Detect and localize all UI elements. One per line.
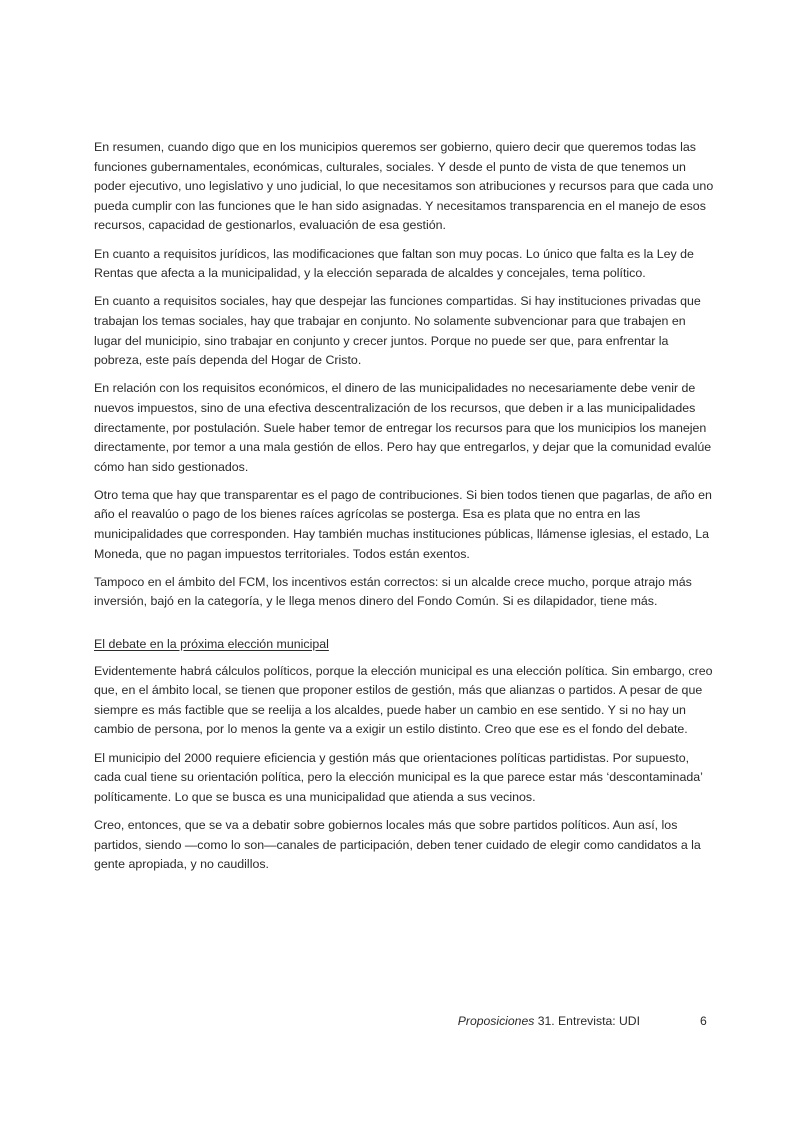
page-number: 6: [700, 1014, 707, 1028]
paragraph: En cuanto a requisitos jurídicos, las modificaciones que faltan son muy pocas. Lo único que falta es la Ley de Rentas que afecta a la municipalidad, y la elección separada de alcaldes y concejales, tema político.: [94, 246, 694, 281]
paragraph: En resumen, cuando digo que en los municipios queremos ser gobierno, quiero decir que queremos todas las funciones gubernamentales, económicas, culturales, sociales. Y desde el punto de vista de que tenemos un poder ejecutivo, uno legislativo y uno judicial, lo que necesitamos son atribuciones y recursos para que cada uno pueda cumplir con las funciones que le han sido asignadas. Y necesitamos transparencia en el manejo de esos recursos, capacidad de gestionarlos, evaluación de esa gestión.: [94, 140, 714, 233]
paragraph: Creo, entonces, que se va a debatir sobre gobiernos locales más que sobre partidos políticos. Aun así, los partidos, siendo —como lo son—canales de participación, deben tener cuidado de elegir como candidatos a la gente apropiada, y no caudillos.: [94, 817, 701, 872]
journal-name: Proposiciones: [457, 1014, 535, 1028]
paragraph: Tampoco en el ámbito del FCM, los incentivos están correctos: si un alcalde crece mucho, porque atrajo más inversión, bajó en la categoría, y le llega menos dinero del Fondo Común. Si es dilapidador, tiene más.: [94, 574, 692, 609]
footer-citation: [458, 1011, 640, 1031]
paragraph: Otro tema que hay que transparentar es el pago de contribuciones. Si bien todos tienen que pagarlas, de año en año el reavalúo o pago de los bienes raíces agrícolas se posterga. Esa es plata que no entra en las municipalidades que corresponden. Hay también muchas instituciones públicas, llámense iglesias, el estado, La Moneda, que no pagan impuestos territoriales. Todos están exentos.: [94, 487, 712, 561]
paragraph: En cuanto a requisitos sociales, hay que despejar las funciones compartidas. Si hay instituciones privadas que trabajan los temas sociales, hay que trabajar en conjunto. No solamente subvencionar para que trabajen en lugar del municipio, sino trabajar en conjunto y crecer juntos. Porque no puede ser que, para enfrentar la pobreza, este país dependa del Hogar de Cristo.: [94, 294, 701, 368]
paragraph: El municipio del 2000 requiere eficiencia y gestión más que orientaciones políticas partidistas. Por supuesto, cada cual tiene su orientación política, pero la elección municipal es la que parece estar más ‘descontaminada’ políticamente. Lo que se busca es una municipalidad que atienda a sus vecinos.: [94, 750, 703, 804]
paragraph: Evidentemente habrá cálculos políticos, porque la elección municipal es una elección política. Sin embargo, creo que, en el ámbito local, se tienen que proponer estilos de gestión, más que alianzas o partidos. A pesar de que siempre es más factible que se reelija a los alcaldes, puede haber un cambio en ese sentido. Y si no hay un cambio de persona, por lo menos la gente va a exigir un estilo distinto. Creo que ese es el fondo del debate.: [94, 663, 713, 737]
page-footer: [0, 1011, 800, 1031]
document-body: [94, 138, 714, 883]
paragraph: En relación con los requisitos económicos, el dinero de las municipalidades no necesariamente debe venir de nuevos impuestos, sino de una efectiva descentralización de los recursos, que deben ir a las municipalidades directamente, por postulación. Suele haber temor de entregar los recursos para que los municipios los manejen directamente, por temor a una mala gestión de ellos. Pero hay que entregarlos, y dejar que la comunidad evalúe cómo han sido gestionados.: [94, 381, 712, 474]
section-heading: El debate en la próxima elección municipal: [94, 637, 329, 652]
issue-text: 31. Entrevista: UDI: [534, 1014, 640, 1028]
